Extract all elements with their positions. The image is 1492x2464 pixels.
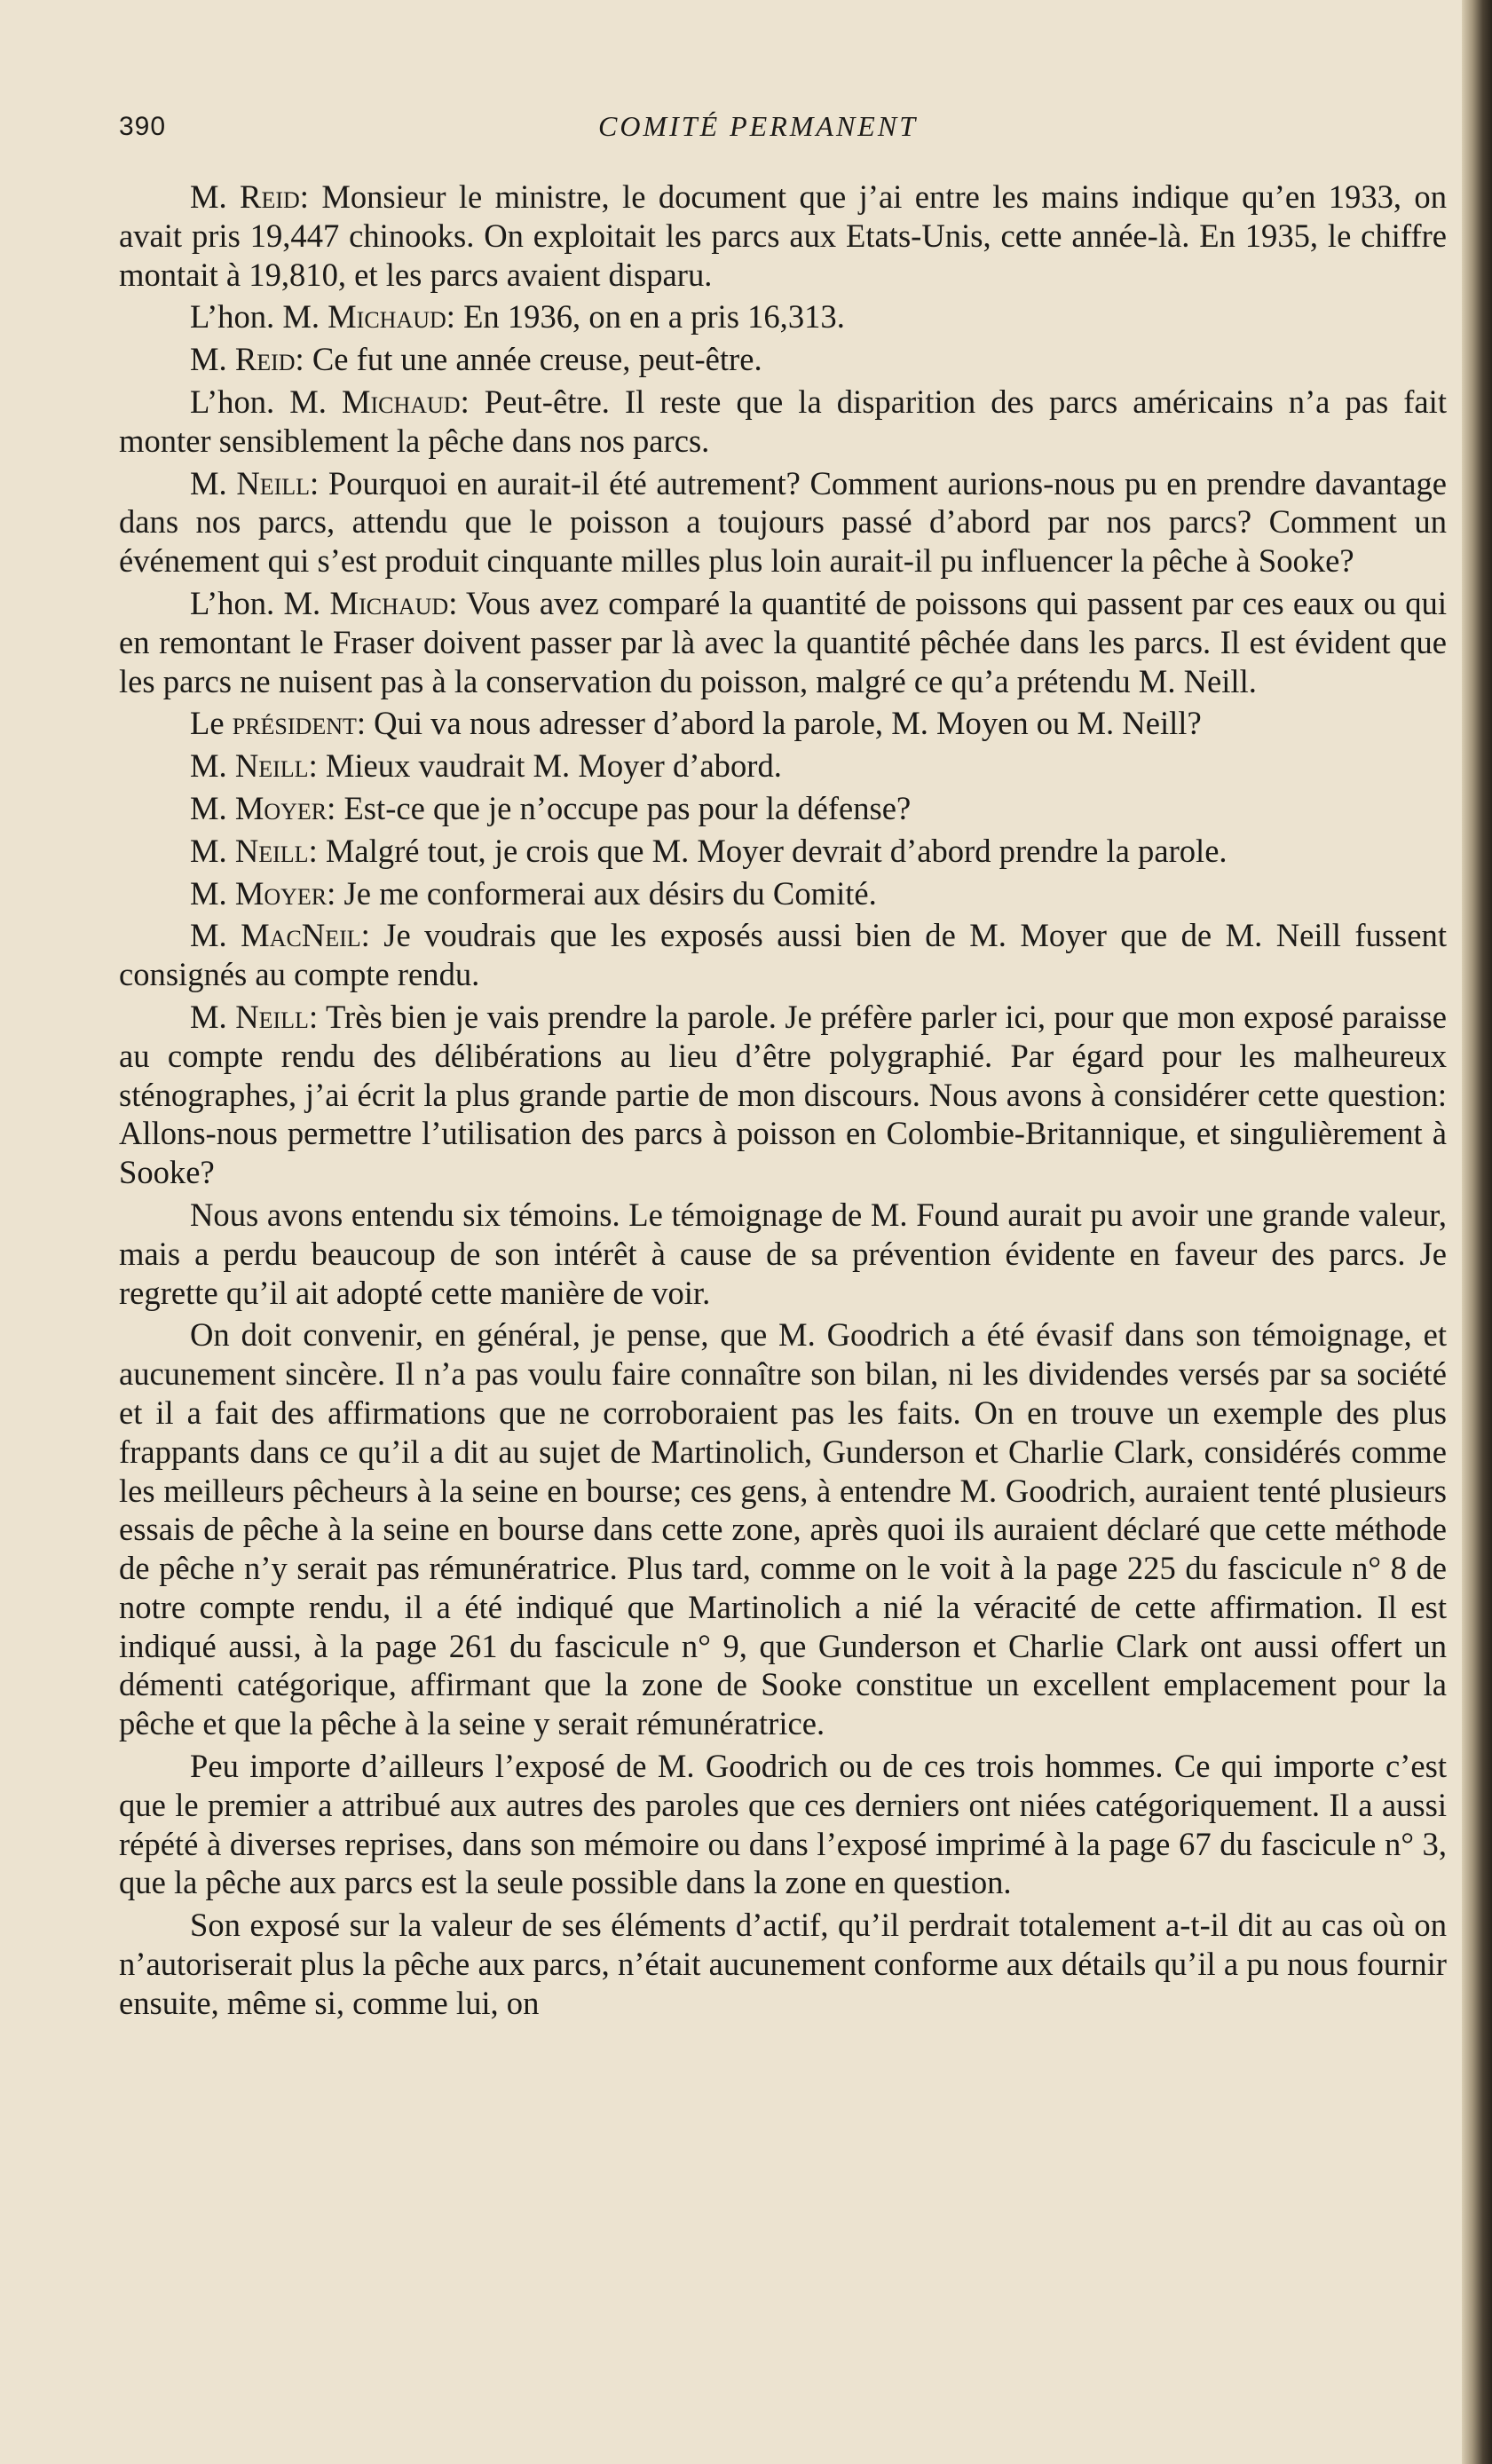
- paragraph-text: Peu importe d’ailleurs l’exposé de M. Goodrich ou de ces trois hommes. Ce qui importe c’est que le premier a attribué aux autres des paroles que ces derniers ont niées catégoriquement. Il a aussi répété à diverses reprises, dans son mémoire ou dans l’exposé imprimé à la page 67 du fascicule n° 3, que la pêche aux parcs est la seule possible dans la zone en question.: [119, 1748, 1447, 1901]
- speaker-name: Michaud: [329, 584, 449, 621]
- paragraph: [119, 916, 1447, 994]
- speaker-name: Reid: [240, 178, 300, 215]
- speaker-separator: :: [448, 584, 467, 621]
- paragraph-text: Je voudrais que les exposés aussi bien de M. Moyer que de M. Neill fussent consignés au compte rendu.: [119, 917, 1447, 993]
- speaker-prefix: L’hon. M.: [190, 584, 330, 621]
- paragraph-text: Pourquoi en aurait-il été autrement? Comment aurions-nous pu en prendre davantage dans nos parcs, attendu que le poisson a toujours passé d’abord par nos parcs? Comment un événement qui s’est produit cinquante milles plus loin aurait-il pu influencer la pêche à Sooke?: [119, 464, 1447, 580]
- speaker-prefix: M.: [190, 747, 235, 785]
- paragraph-text: Qui va nous adresser d’abord la parole, M. Moyen ou M. Neill?: [374, 705, 1202, 742]
- speaker-separator: :: [327, 789, 344, 826]
- paragraph-text: On doit convenir, en général, je pense, que M. Goodrich a été évasif dans son témoignage, et aucunement sincère. Il n’a pas voulu faire connaître son bilan, ni les dividendes versés par sa société et il a fait des affirmations que ne corroboraient pas les faits. On en trouve un exemple des plus frappants dans ce qu’il a dit au sujet de Martinolich, Gunderson et Charlie Clark, considérés comme les meilleurs pêcheurs à la seine en bourse; ces gens, à entendre M. Goodrich, auraient tenté plusieurs essais de pêche à la seine en bourse dans cette zone, après quoi ils auraient déclaré que cette méthode de pêche n’y serait pas rémunératrice. Plus tard, comme on le voit à la page 225 du fascicule n° 8 de notre compte rendu, il a été indiqué que Martinolich a nié la véracité de cette affirmation. Il est indiqué aussi, à la page 261 du fascicule n° 9, que Gunderson et Charlie Clark ont aussi offert un démenti catégorique, affirmant que la zone de Sooke constitue un excellent emplacement pour la pêche et que la pêche à la seine y serait rémunératrice.: [119, 1316, 1447, 1742]
- speaker-separator: :: [446, 298, 464, 336]
- speaker-separator: :: [360, 917, 384, 954]
- paragraph-text: Je me conformerai aux désirs du Comité.: [343, 874, 877, 912]
- speaker-prefix: M.: [190, 917, 241, 954]
- paragraph: [119, 340, 1447, 379]
- paragraph-text: En 1936, on en a pris 16,313.: [463, 298, 845, 336]
- speaker-prefix: M.: [190, 464, 237, 501]
- speaker-prefix: L’hon. M.: [190, 298, 328, 336]
- speaker-name: président: [232, 705, 357, 742]
- speaker-prefix: L’hon. M.: [190, 383, 342, 420]
- paragraph-text: Est-ce que je n’occupe pas pour la défense?: [343, 789, 912, 826]
- speaker-name: MacNeil: [241, 917, 361, 954]
- paragraph-text: Monsieur le ministre, le document que j’ai entre les mains indique qu’en 1933, on avait pris 19,447 chinooks. On exploitait les parcs aux Etats-Unis, cette année-là. En 1935, le chiffre montait à 19,810, et les parcs avaient disparu.: [119, 178, 1447, 293]
- paragraph: [119, 297, 1447, 336]
- speaker-separator: :: [356, 705, 375, 742]
- speaker-prefix: M.: [190, 341, 235, 378]
- speaker-separator: :: [308, 747, 326, 785]
- speaker-prefix: Le: [190, 705, 233, 742]
- speaker-name: Reid: [234, 341, 296, 378]
- paragraph: [119, 874, 1447, 913]
- speaker-name: Neill: [234, 747, 309, 785]
- speaker-name: Moyer: [234, 789, 328, 826]
- paragraph-text: Nous avons entendu six témoins. Le témoignage de M. Found aurait pu avoir une grande valeur, mais a perdu beaucoup de son intérêt à cause de sa prévention évidente en faveur des parcs. Je regrette qu’il ait adopté cette manière de voir.: [119, 1196, 1447, 1311]
- speaker-prefix: M.: [190, 832, 235, 869]
- paragraph: [119, 383, 1447, 461]
- paragraph: [119, 832, 1447, 871]
- speaker-name: Michaud: [341, 383, 461, 420]
- paragraph-text: Son exposé sur la valeur de ses éléments d’actif, qu’il perdrait totalement a-t-il dit au cas où on n’autoriserait plus la pêche aux parcs, n’était aucunement conforme aux détails qu’il a pu nous fournir ensuite, même si, comme lui, on: [119, 1907, 1447, 2021]
- paragraph-text: Vous avez comparé la quantité de poissons qui passent par ces eaux ou qui en remontant le Fraser doivent passer par là avec la quantité pêchée dans les parcs. Il est évident que les parcs ne nuisent pas à la conservation du poisson, malgré ce qu’a prétendu M. Neill.: [119, 584, 1447, 699]
- paragraph: [119, 789, 1447, 828]
- paragraph-text: Très bien je vais prendre la parole. Je préfère parler ici, pour que mon exposé paraisse au compte rendu des délibérations au lieu d’être polygraphié. Par égard pour les malheureux sténographes, j’ai écrit la plus grande partie de mon discours. Nous avons à considérer cette question: Allons-nous permettre l’utilisation des parcs à poisson en Colombie-Britannique, et singulièrement à Sooke?: [119, 998, 1447, 1191]
- speaker-prefix: M.: [190, 998, 236, 1035]
- paragraph: [119, 1906, 1447, 2022]
- speaker-separator: :: [308, 998, 326, 1035]
- running-title: COMITÉ PERMANENT: [598, 110, 918, 142]
- paragraph-text: Ce fut une année creuse, peut-être.: [312, 341, 762, 378]
- paragraph-text: Peut-être. Il reste que la disparition des parcs américains n’a pas fait monter sensiblement la pêche dans nos parcs.: [119, 383, 1447, 459]
- speaker-separator: :: [295, 341, 312, 378]
- page-header: [119, 105, 1450, 158]
- page-number: 390: [119, 112, 167, 141]
- speaker-separator: :: [460, 383, 485, 420]
- speaker-separator: :: [310, 464, 328, 501]
- paragraph: [119, 1315, 1447, 1743]
- speaker-prefix: M.: [190, 789, 235, 826]
- speaker-name: Neill: [234, 832, 309, 869]
- speaker-name: Moyer: [234, 874, 328, 912]
- speaker-name: Neill: [235, 998, 309, 1035]
- speaker-name: Neill: [236, 464, 311, 501]
- speaker-separator: :: [308, 832, 326, 869]
- paragraph: [119, 1747, 1447, 1902]
- paragraph: [119, 998, 1447, 1192]
- paragraph: [119, 746, 1447, 786]
- speaker-name: Michaud: [328, 298, 446, 336]
- paragraph-text: Mieux vaudrait M. Moyer d’abord.: [325, 747, 782, 785]
- paragraph: [119, 704, 1447, 743]
- speaker-separator: :: [327, 874, 344, 912]
- paragraph: [119, 464, 1447, 580]
- paragraph: [119, 178, 1447, 294]
- speaker-prefix: M.: [190, 178, 241, 215]
- body-text: [119, 178, 1447, 2026]
- speaker-separator: :: [299, 178, 322, 215]
- paragraph: [119, 584, 1447, 700]
- paragraph-text: Malgré tout, je crois que M. Moyer devrait d’abord prendre la parole.: [325, 832, 1228, 869]
- speaker-prefix: M.: [190, 874, 235, 912]
- paragraph: [119, 1196, 1447, 1312]
- page-edge-shadow: [1462, 0, 1492, 2464]
